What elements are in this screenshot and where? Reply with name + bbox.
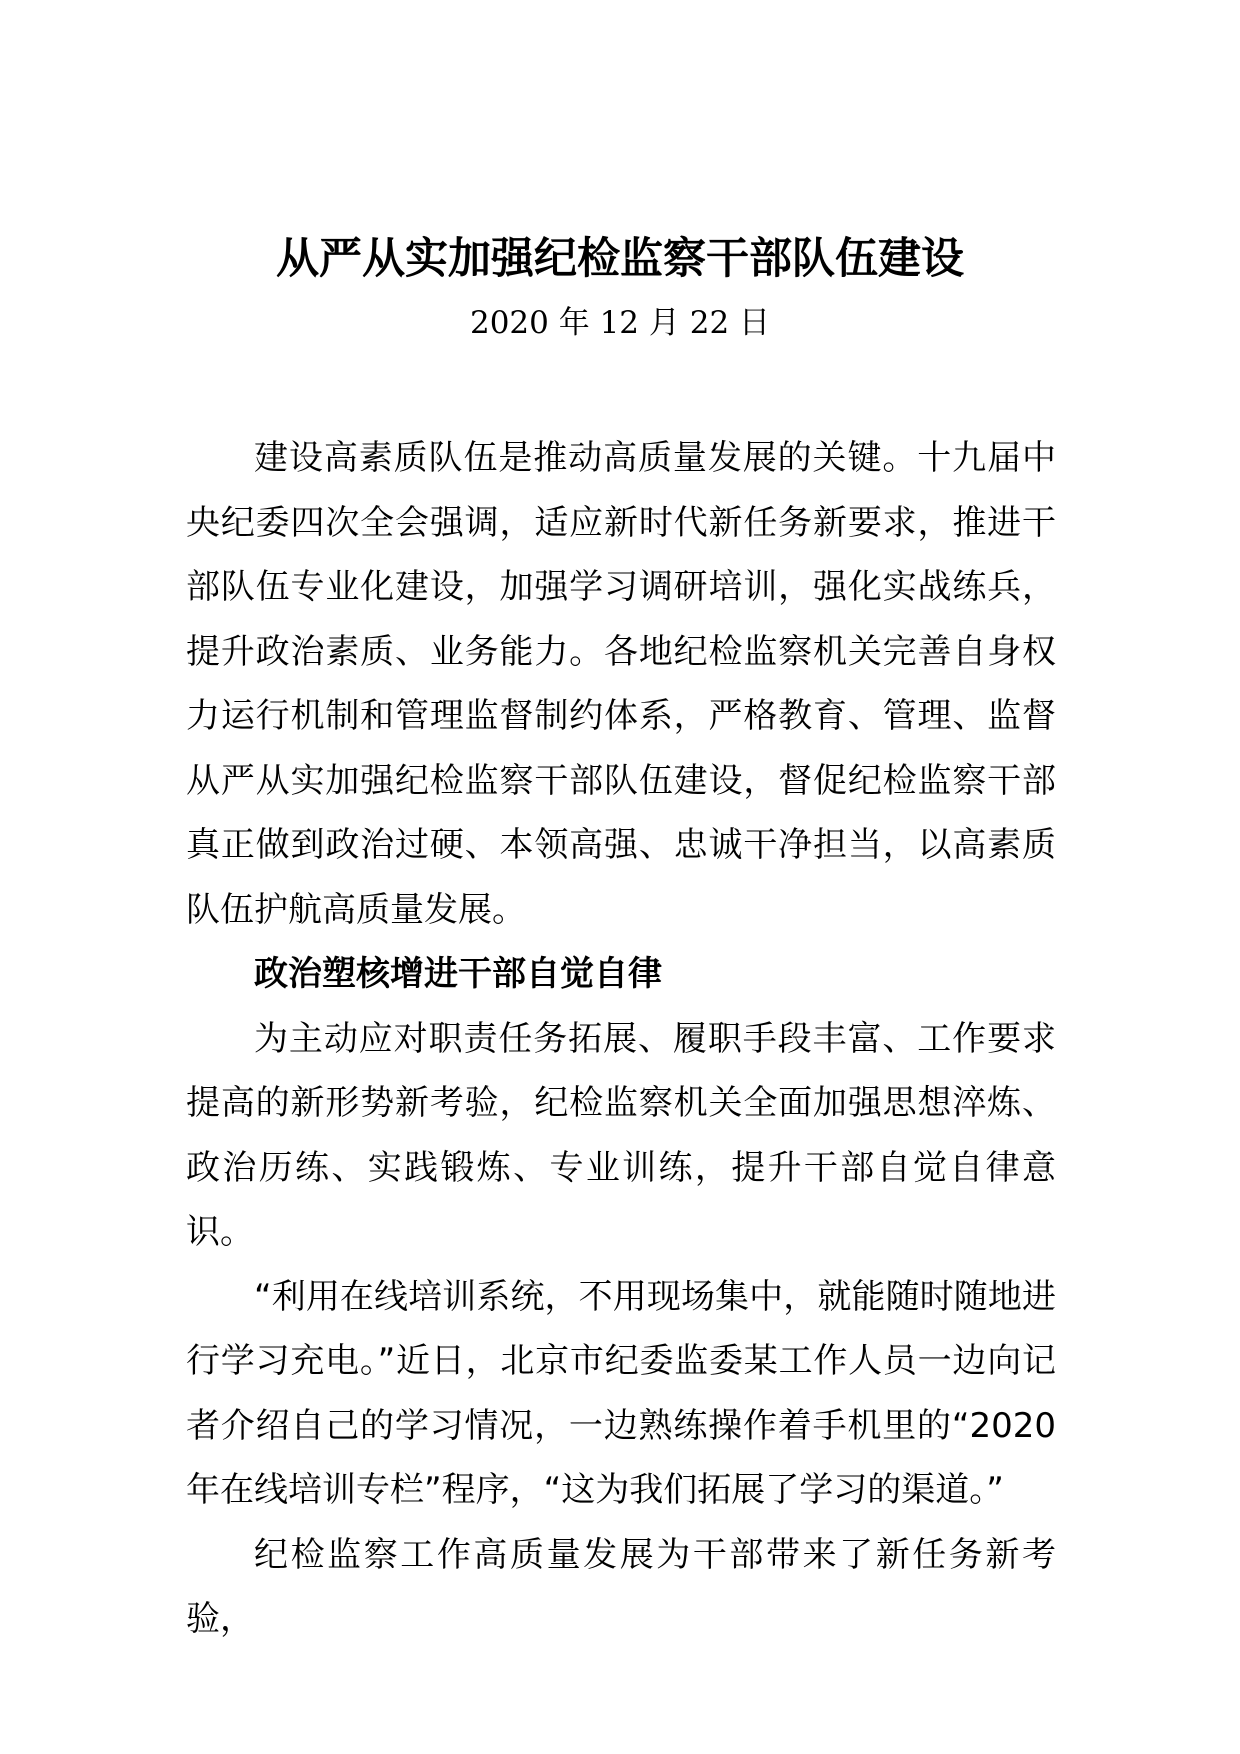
document-title: 从严从实加强纪检监察干部队伍建设 xyxy=(276,234,964,284)
section-paragraph-2: “利用在线培训系统，不用现场集中，就能随时随地进行学习充电。”近日，北京市纪委监委某工作人员一边向记者介绍自己的学习情况，一边熟练操作着手机里的“2020 年在线培训专栏”程序，“这为我们拓展了学习的渠道。” xyxy=(186,1276,1056,1510)
section-paragraph-3: 纪检监察工作高质量发展为干部带来了新任务新考验， xyxy=(186,1534,1056,1639)
section-heading: 政治塑核增进干部自觉自律 xyxy=(254,954,662,994)
document-body xyxy=(186,426,1056,1652)
intro-paragraph: 建设高素质队伍是推动高质量发展的关键。十九届中央纪委四次全会强调，适应新时代新任务新要求，推进干部队伍专业化建设，加强学习调研培训，强化实战练兵，提升政治素质、业务能力。各地纪检监察机关完善自身权力运行机制和管理监督制约体系，严格教育、管理、监督从严从实加强纪检监察干部队伍建设，督促纪检监察干部真正做到政治过硬、本领高强、忠诚干净担当，以高素质队伍护航高质量发展。 xyxy=(186,438,1056,930)
document-date: 2020 年 12 月 22 日 xyxy=(469,305,771,341)
section-paragraph-1: 为主动应对职责任务拓展、履职手段丰富、工作要求提高的新形势新考验，纪检监察机关全面加强思想淬炼、政治历练、实践锻炼、专业训练，提升干部自觉自律意识。 xyxy=(186,1018,1056,1252)
